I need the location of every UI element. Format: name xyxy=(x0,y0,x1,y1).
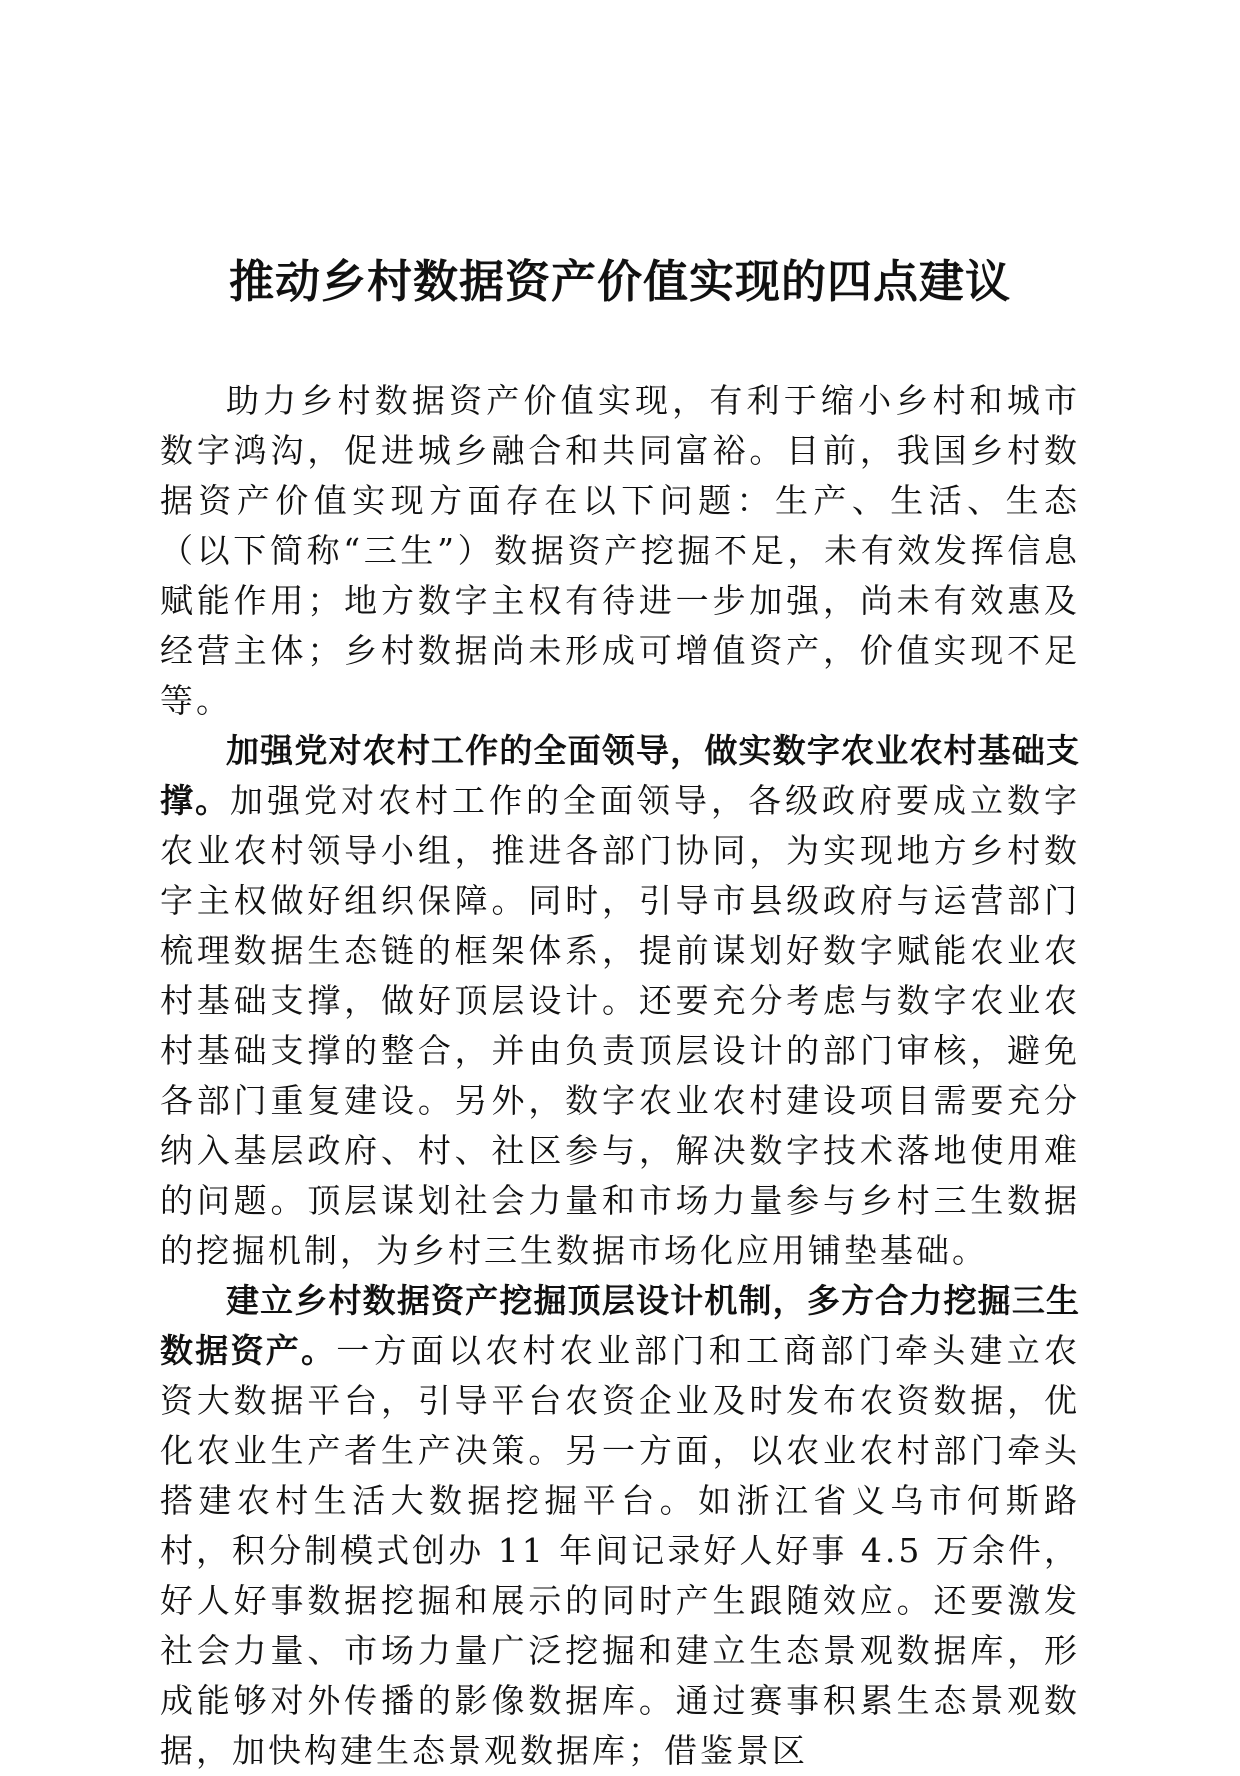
paragraph-intro-text: 助力乡村数据资产价值实现，有利于缩小乡村和城市数字鸿沟，促进城乡融合和共同富裕。目前，我国乡村数据资产价值实现方面存在以下问题：生产、生活、生态（以下简称“三生”）数据资产挖掘不足，未有效发挥信息赋能作用；地方数字主权有待进一步加强，尚未有效惠及经营主体；乡村数据尚未形成可增值资产，价值实现不足等。 xyxy=(160,381,1080,720)
document-body xyxy=(160,376,1080,1776)
paragraph-suggestion-1-heading: 加强党对农村工作的全面领导，做实数字农业农村基础支撑。 xyxy=(160,731,1080,820)
paragraph-intro xyxy=(160,376,1080,726)
paragraph-suggestion-2-heading: 建立乡村数据资产挖掘顶层设计机制，多方合力挖掘三生数据资产。 xyxy=(160,1281,1080,1370)
paragraph-suggestion-1-text: 加强党对农村工作的全面领导，各级政府要成立数字农业农村领导小组，推进各部门协同，为实现地方乡村数字主权做好组织保障。同时，引导市县级政府与运营部门梳理数据生态链的框架体系，提前谋划好数字赋能农业农村基础支撑，做好顶层设计。还要充分考虑与数字农业农村基础支撑的整合，并由负责顶层设计的部门审核，避免各部门重复建设。另外，数字农业农村建设项目需要充分纳入基层政府、村、社区参与，解决数字技术落地使用难的问题。顶层谋划社会力量和市场力量参与乡村三生数据的挖掘机制，为乡村三生数据市场化应用铺垫基础。 xyxy=(160,781,1080,1270)
paragraph-suggestion-2 xyxy=(160,1276,1080,1776)
document-title: 推动乡村数据资产价值实现的四点建议 xyxy=(228,255,1011,308)
paragraph-suggestion-1 xyxy=(160,726,1080,1276)
paragraph-suggestion-2-text: 一方面以农村农业部门和工商部门牵头建立农资大数据平台，引导平台农资企业及时发布农资数据，优化农业生产者生产决策。另一方面，以农业农村部门牵头搭建农村生活大数据挖掘平台。如浙江省义乌市何斯路村，积分制模式创办 11 年间记录好人好事 4.5 万余件，好人好事数据挖掘和展示的同时产生跟随效应。还要激发社会力量、市场力量广泛挖掘和建立生态景观数据库，形成能够对外传播的影像数据库。通过赛事积累生态景观数据，加快构建生态景观数据库；借鉴景区 xyxy=(160,1331,1080,1770)
